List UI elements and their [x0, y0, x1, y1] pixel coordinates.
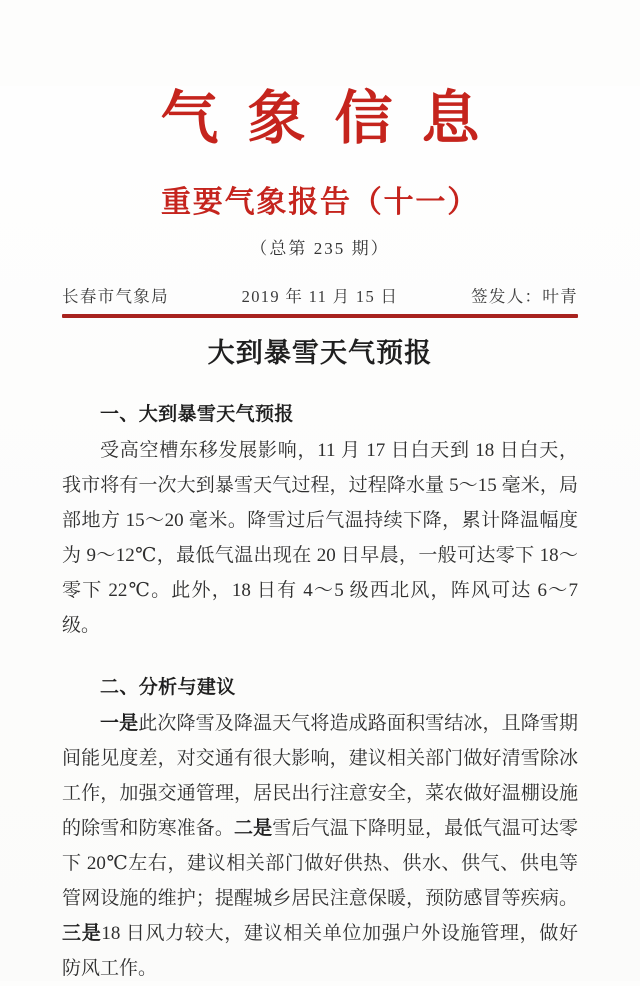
agency-name: 长春市气象局: [62, 286, 169, 306]
section-1-heading: 一、大到暴雪天气预报: [100, 403, 294, 425]
meta-row: [62, 283, 578, 307]
report-date: 2019 年 11 月 15 日: [241, 286, 399, 306]
masthead-title: 气象信息: [160, 86, 509, 151]
section-2-heading: 二、分析与建议: [100, 676, 236, 698]
advice-item-2-lead: 二是: [234, 817, 273, 839]
section-1-paragraph: 受高空槽东移发展影响，11 月 17 日白天到 18 日白天，我市将有一次大到暴雪天气过程，过程降水量 5～15 毫米，局部地方 15～20 毫米。降雪过后气温持续下降，累计降温幅度为 9～12℃，最低气温出现在 20 日早晨，一般可达零下 18～零下 22℃。此外，18 日有 4～5 级西北风，阵风可达 6～7 级。: [62, 439, 578, 636]
advice-item-2-text: 雪后气温下降明显，最低气温可达零下 20℃左右，建议相关部门做好供热、供水、供气、供电等管网设施的维护；提醒城乡居民注意保暖，预防感冒等疾病。: [62, 817, 578, 909]
advice-item-1-lead: 一是: [100, 712, 139, 734]
issue-number: （总第 235 期）: [250, 238, 390, 258]
weather-bulletin-page: [0, 86, 640, 981]
document-body: [0, 397, 640, 986]
report-number: 重要气象报告（十一）: [161, 185, 479, 219]
section-2-paragraph: [62, 706, 578, 986]
advice-item-1-text: 此次降雪及降温天气将造成路面积雪结冰，且降雪期间能见度差，对交通有很大影响，建议相关部门做好清雪除冰工作，加强交通管理，居民出行注意安全，菜农做好温棚设施的除雪和防寒准备。: [62, 712, 578, 839]
document-title: 大到暴雪天气预报: [207, 337, 433, 368]
issuer-name: 签发人：叶青: [471, 286, 578, 306]
advice-item-3-text: 18 日风力较大，建议相关单位加强户外设施管理，做好防风工作。: [62, 922, 578, 979]
red-divider-rule: [62, 314, 578, 318]
advice-item-3-lead: 三是: [62, 922, 102, 944]
